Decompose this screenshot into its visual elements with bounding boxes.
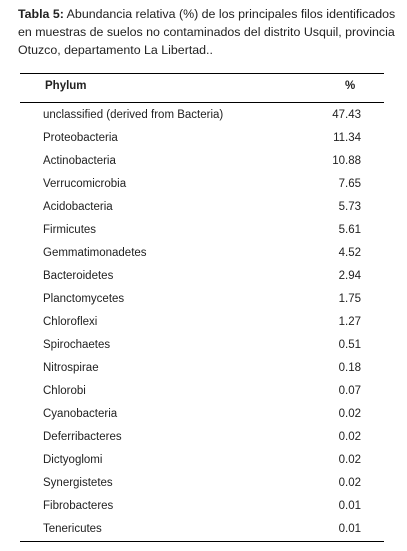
phylum-percent: 0.01 (338, 523, 361, 535)
phylum-percent: 1.27 (338, 316, 361, 328)
table-header (20, 78, 384, 98)
phylum-percent: 5.61 (338, 224, 361, 236)
table-row (20, 128, 384, 151)
table-row (20, 404, 384, 427)
phylum-percent: 47.43 (332, 109, 361, 121)
phylum-percent: 0.02 (338, 408, 361, 420)
phylum-name: Actinobacteria (43, 155, 116, 167)
table-row (20, 473, 384, 496)
phylum-percent: 0.01 (338, 500, 361, 512)
table-caption-text: Abundancia relativa (%) de los principales filos identificados en muestras de suelos no contaminados del distrito Usquil, provincia Otuzco, departamento La Libertad.. (18, 7, 396, 57)
phylum-percent: 7.65 (338, 178, 361, 190)
table-row (20, 174, 384, 197)
table-row (20, 266, 384, 289)
header-percent: % (345, 80, 356, 92)
table-top-rule (20, 73, 384, 74)
phylum-percent: 5.73 (338, 201, 361, 213)
phylum-name: Nitrospirae (43, 362, 99, 374)
table-caption-label: Tabla 5: (18, 7, 64, 21)
phylum-percent: 0.18 (338, 362, 361, 374)
table-row (20, 312, 384, 335)
table-row (20, 105, 384, 128)
phylum-name: Chloroflexi (43, 316, 98, 328)
table-row (20, 151, 384, 174)
phylum-percent: 1.75 (338, 293, 361, 305)
phylum-name: Tenericutes (43, 523, 102, 535)
table-header-rule (20, 102, 384, 103)
table-row (20, 381, 384, 404)
phylum-percent: 0.02 (338, 454, 361, 466)
table-row (20, 358, 384, 381)
table-row (20, 335, 384, 358)
phylum-percent: 2.94 (338, 270, 361, 282)
table-row (20, 519, 384, 542)
phylum-name: Verrucomicrobia (43, 178, 127, 190)
phylum-percent: 0.02 (338, 477, 361, 489)
phylum-name: Gemmatimonadetes (43, 247, 147, 259)
phylum-percent: 4.52 (338, 247, 361, 259)
table-row (20, 289, 384, 312)
table-row (20, 243, 384, 266)
phylum-name: Deferribacteres (43, 431, 122, 443)
table-row (20, 496, 384, 519)
phylum-name: Synergistetes (43, 477, 113, 489)
header-phylum: Phylum (45, 80, 87, 92)
phylum-name: Cyanobacteria (43, 408, 118, 420)
table-row (20, 427, 384, 450)
phylum-percent: 10.88 (332, 155, 361, 167)
table-row (20, 197, 384, 220)
phylum-name: Bacteroidetes (43, 270, 114, 282)
phylum-name: unclassified (derived from Bacteria) (43, 109, 224, 121)
phylum-name: Planctomycetes (43, 293, 125, 305)
table-row (20, 220, 384, 243)
phylum-name: Dictyoglomi (43, 454, 103, 466)
table-body (20, 105, 384, 542)
phylum-percent: 0.07 (338, 385, 361, 397)
phylum-name: Acidobacteria (43, 201, 113, 213)
phylum-percent: 11.34 (333, 132, 361, 144)
phylum-name: Chlorobi (43, 385, 86, 397)
phylum-name: Proteobacteria (43, 132, 118, 144)
phylum-percent: 0.51 (338, 339, 361, 351)
table-bottom-rule (20, 541, 384, 542)
phylum-name: Fibrobacteres (43, 500, 114, 512)
phylum-name: Firmicutes (43, 224, 97, 236)
phylum-percent: 0.02 (338, 431, 361, 443)
table-caption (18, 5, 403, 59)
phylum-name: Spirochaetes (43, 339, 111, 351)
table-row (20, 450, 384, 473)
